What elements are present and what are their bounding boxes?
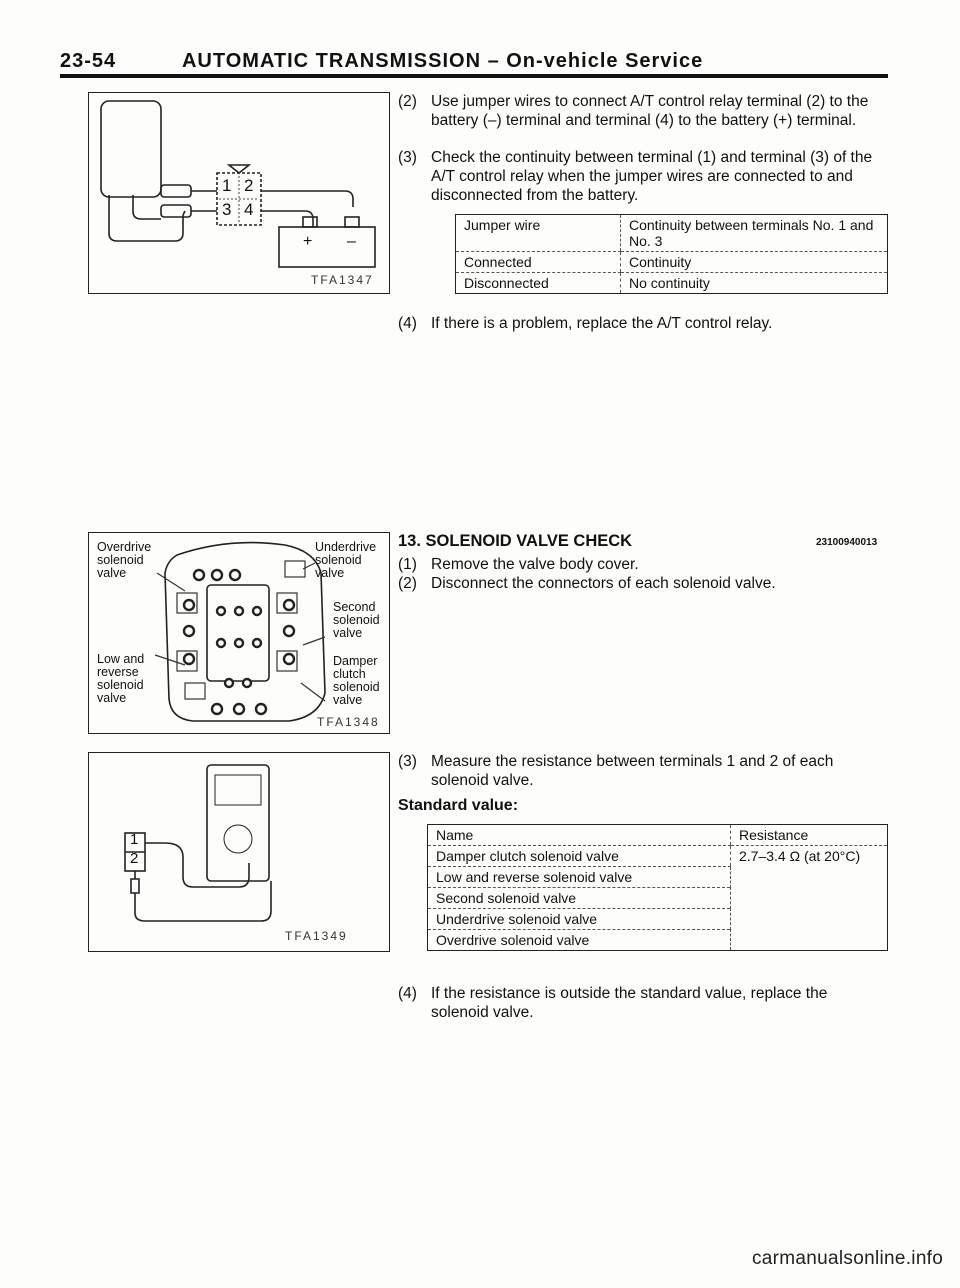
connector-terminal-1: 1: [130, 831, 139, 848]
figure-code-tfa1348: TFA1348: [317, 715, 380, 729]
page-title: AUTOMATIC TRANSMISSION – On-vehicle Service: [181, 50, 704, 72]
cell-valve-name: Overdrive solenoid valve: [428, 930, 731, 951]
footer-watermark: carmanualsonline.info: [752, 1248, 944, 1269]
cell-continuity: No continuity: [621, 273, 888, 294]
section-code: 23-54: [60, 50, 117, 72]
step-text: If the resistance is outside the standard value, replace the solenoid valve.: [431, 985, 828, 1021]
step-number: (4): [398, 985, 417, 1002]
cell-resistance-value: 2.7–3.4 Ω (at 20°C): [731, 846, 888, 951]
step-number: (2): [398, 93, 417, 110]
relay-step-3: [398, 148, 888, 208]
section-id: 23100940013: [816, 537, 878, 548]
valve-body-figure: [88, 532, 390, 734]
step-number: (1): [398, 556, 417, 573]
table-row: [428, 846, 888, 867]
step-number: (3): [398, 149, 417, 166]
section-title: 13. SOLENOID VALVE CHECK: [398, 532, 633, 550]
step-text: If there is a problem, replace the A/T control relay.: [431, 315, 773, 332]
solenoid-step-1: [398, 555, 888, 575]
step-text: Use jumper wires to connect A/T control relay terminal (2) to the battery (–) terminal and terminal (4) to the battery (+) terminal.: [431, 93, 869, 129]
cell-continuity: Continuity: [621, 252, 888, 273]
standard-value-label: Standard value:: [398, 797, 519, 814]
table-row: [456, 252, 888, 273]
relay-wiring-diagram: [89, 93, 389, 293]
header-rule: [60, 74, 888, 78]
relay-continuity-table: [455, 214, 888, 294]
connector-terminal-2: 2: [130, 850, 139, 867]
step-text: Disconnect the connectors of each solenoid valve.: [431, 575, 776, 592]
step-number: (3): [398, 753, 417, 770]
relay-step-4: [398, 314, 888, 334]
relay-test-figure: [88, 92, 390, 294]
header-jumper-wire: Jumper wire: [456, 215, 621, 252]
solenoid-step-4: [398, 984, 888, 1024]
step-text: Measure the resistance between terminals 1 and 2 of each solenoid valve.: [431, 753, 834, 789]
label-underdrive-solenoid: Underdrive solenoid valve: [315, 540, 377, 580]
relay-terminal-1: 1: [222, 176, 232, 195]
solenoid-resistance-table: [427, 824, 888, 951]
cell-valve-name: Second solenoid valve: [428, 888, 731, 909]
cell-valve-name: Damper clutch solenoid valve: [428, 846, 731, 867]
header-continuity: Continuity between terminals No. 1 and No. 3: [621, 215, 888, 252]
header-resistance: Resistance: [731, 825, 888, 846]
table-row: [456, 273, 888, 294]
step-text: Check the continuity between terminal (1) and terminal (3) of the A/T control relay when the jumper wires are connected to and disconnected from the battery.: [431, 149, 873, 204]
step-number: (4): [398, 315, 417, 332]
battery-plus-label: +: [303, 233, 313, 250]
page-header: [60, 50, 703, 73]
ohmmeter-figure: [88, 752, 390, 952]
label-overdrive-solenoid: Overdrive solenoid valve: [97, 540, 152, 580]
cell-valve-name: Underdrive solenoid valve: [428, 909, 731, 930]
table-header-row: [456, 215, 888, 252]
solenoid-step-3: [398, 752, 888, 792]
relay-terminal-3: 3: [222, 200, 232, 219]
label-damper-clutch-solenoid: Damper clutch solenoid valve: [333, 654, 380, 707]
table-header-row: [428, 825, 888, 846]
relay-step-2: [398, 92, 888, 132]
figure-code-tfa1349: TFA1349: [285, 929, 348, 943]
step-number: (2): [398, 575, 417, 592]
cell-jumper-state: Disconnected: [456, 273, 621, 294]
label-low-reverse-solenoid: Low and reverse solenoid valve: [97, 652, 145, 705]
solenoid-step-2: [398, 574, 888, 594]
header-name: Name: [428, 825, 731, 846]
label-second-solenoid: Second solenoid valve: [333, 600, 380, 640]
step-text: Remove the valve body cover.: [431, 556, 639, 573]
figure-code-tfa1347: TFA1347: [311, 273, 374, 287]
relay-terminal-2: 2: [244, 176, 254, 195]
battery-minus-label: –: [347, 233, 356, 250]
cell-valve-name: Low and reverse solenoid valve: [428, 867, 731, 888]
cell-jumper-state: Connected: [456, 252, 621, 273]
relay-terminal-4: 4: [244, 200, 254, 219]
